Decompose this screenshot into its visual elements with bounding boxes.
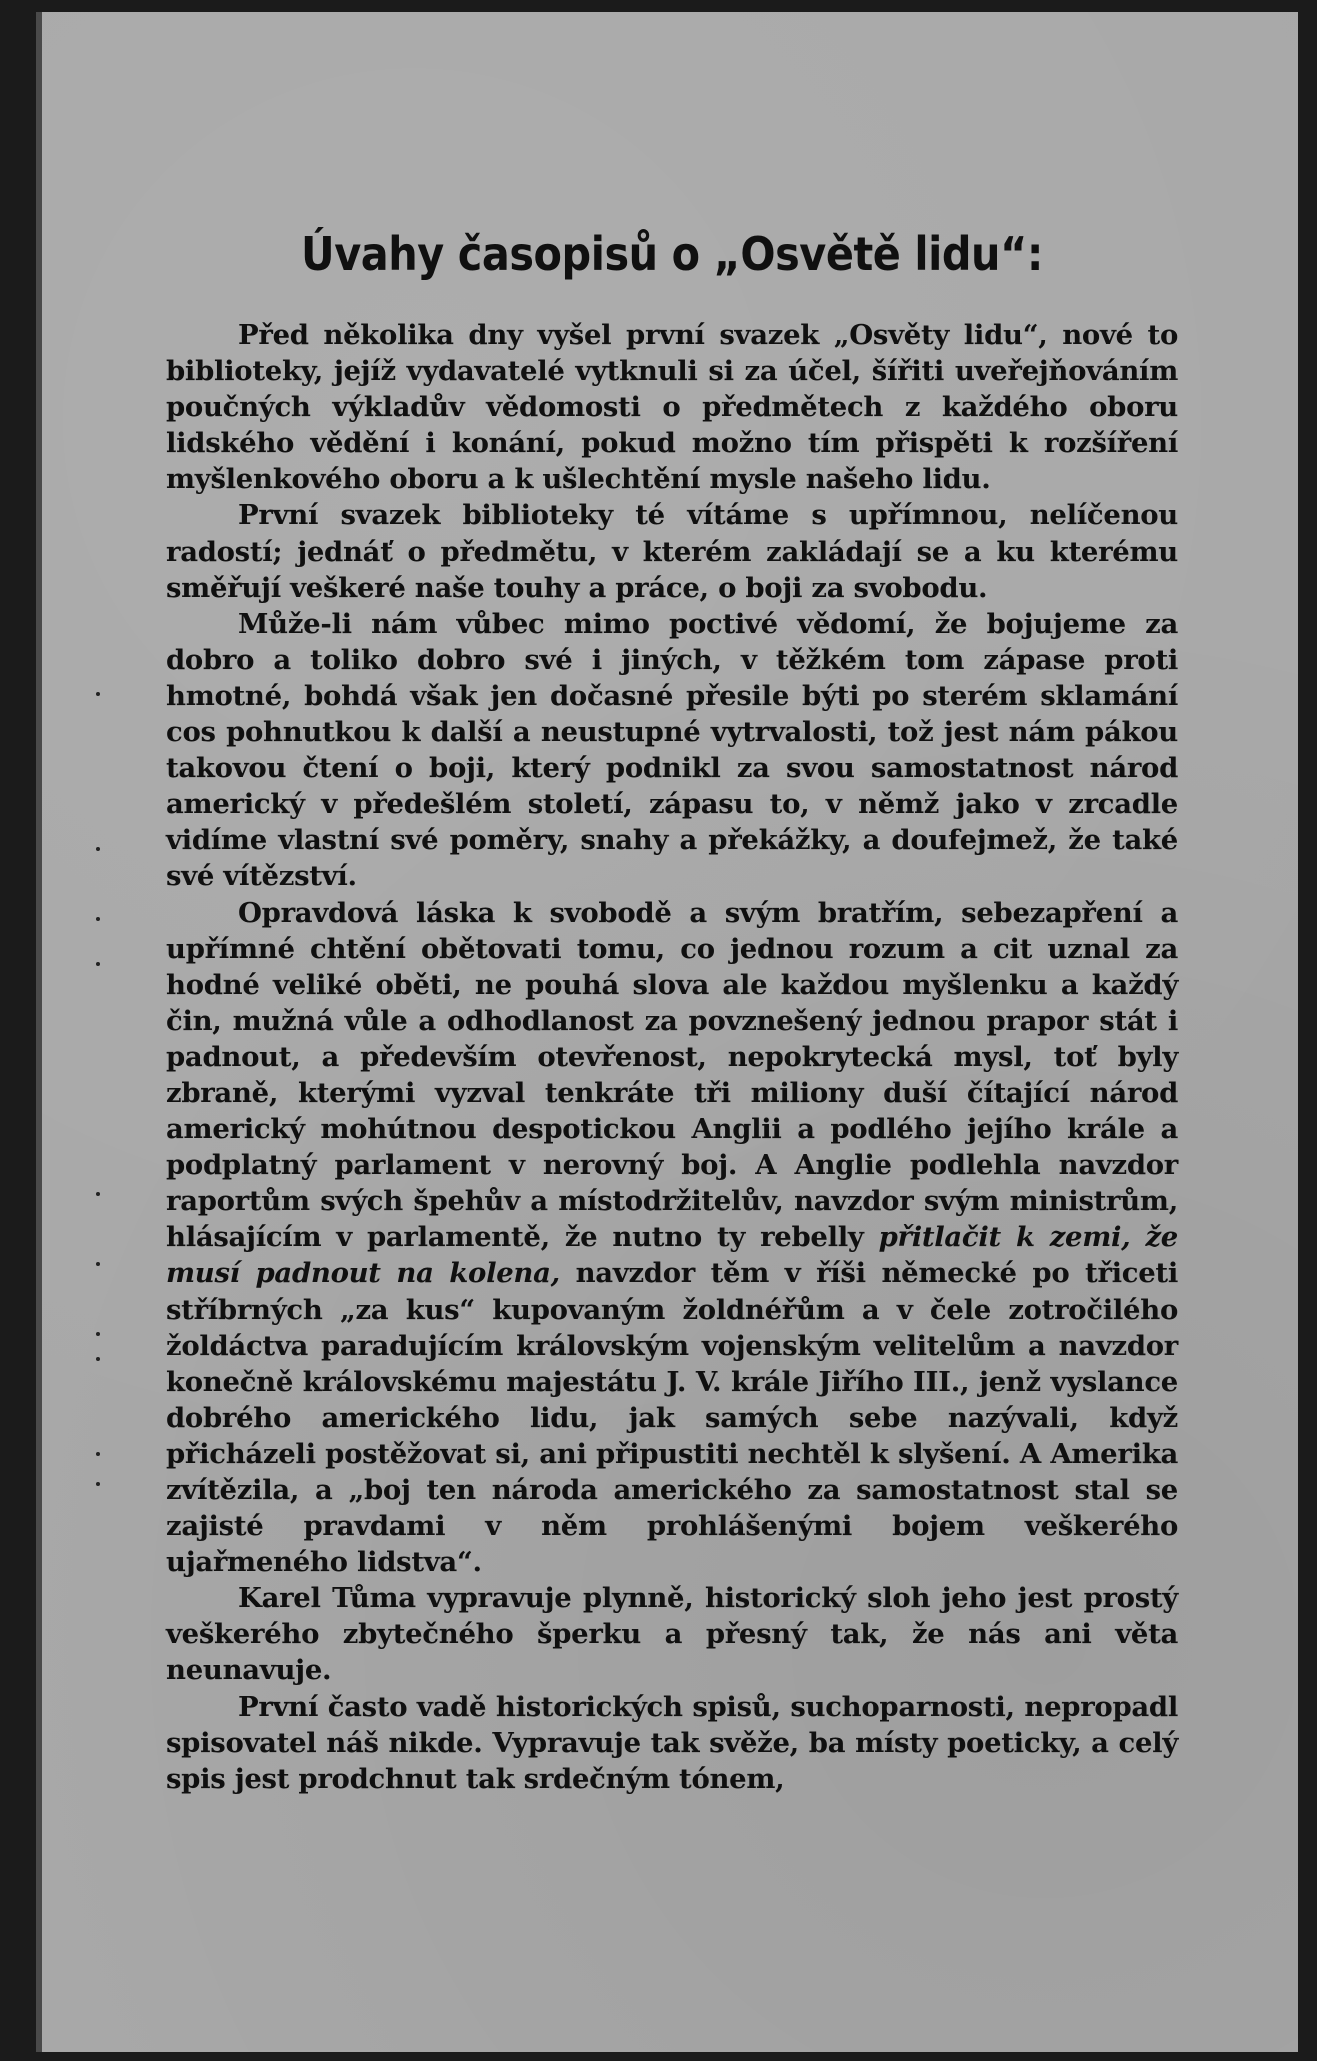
paragraph-4	[166, 895, 1178, 1581]
paragraph-3: Může-li nám vůbec mimo poctivé vědomí, že bojujeme za dobro a toliko dobro své i jiných, v těžkém tom zápase proti hmotné, bohdá však jen dočasné přesile býti po sterém sklamání cos pohnutkou k další a neustupné vytrvalosti, tož jest nám pákou takovou čtení o boji, který podnikl za svou samostatnost národ americký v předešlém století, zápasu to, v němž jako v zrcadle vidíme vlastní své poměry, snahy a překážky, a doufejmež, že také své vítězství.	[166, 607, 1178, 893]
article-body	[166, 227, 1178, 1797]
paragraph-2: První svazek biblioteky té vítáme s upřímnou, nelíčenou radostí; jednáť o předmětu, v kterém zakládají se a ku kterému směřují veškeré naše touhy a práce, o boji za svobodu.	[166, 499, 1178, 604]
paragraph-6: První často vadě historických spisů, suchoparnosti, nepropadl spisovatel náš nikde. Vypravuje tak svěže, ba místy poeticky, a celý spis jest prodchnut tak srdečným tónem,	[166, 1690, 1178, 1795]
paragraph-4-part-b: navzdor těm v říši německé po třiceti stříbrných „za kus“ kupovaným žoldnéřům a v čele zotročilého žoldáctva paradujícím královským vojenským velitelům a navzdor konečně královskému majestátu J. V. krále Jiřího III., jenž vyslance dobrého amerického lidu, jak samých sebe nazývali, když přicházeli postěžovat si, ani připustiti nechtěl k slyšení. A Amerika zvítězila, a „boj ten národa amerického za samostatnost stal se zajisté pravdami v něm prohlášenými bojem veškerého ujařmeného lidstva“.	[166, 1257, 1178, 1579]
page-binding-edge	[36, 12, 42, 2052]
paragraph-5: Karel Tůma vypravuje plynně, historický sloh jeho jest prostý veškerého zbytečného šperku a přesný tak, že nás ani věta neunavuje.	[166, 1582, 1178, 1687]
article-title: Úvahy časopisů o „Osvětě lidu“:	[301, 227, 1043, 281]
margin-specks	[96, 12, 136, 2052]
paragraph-4-part-a: Opravdová láska k svobodě a svým bratřím, sebezapření a upřímné chtění obětovati tomu, co jednou rozum a cit uznal za hodné veliké oběti, ne pouhá slova ale každou myšlenku a každý čin, mužná vůle a odhodlanost za povznešený jednou prapor stát i padnout, a především otevřenost, nepokrytecká mysl, toť byly zbraně, kterými vyzval tenkráte tři miliony duší čítající národ americký mohútnou despotickou Anglii a podlého jejího krále a podplatný parlament v nerovný boj. A Anglie podlehla navzdor raportům svých špehův a místodržitelův, navzdor svým ministrům, hlásajícím v parlamentě, že nutno ty rebelly	[166, 896, 1178, 1254]
paragraph-4-italic: přitlačit k zemi, že musí padnout na kolena,	[166, 1221, 1178, 1290]
paragraph-1: Před několika dny vyšel první svazek „Osvěty lidu“, nové to biblioteky, jejíž vydavatelé vytknuli si za účel, šířiti uveřejňováním poučných výkladův vědomosti o předmětech z každého oboru lidského vědění i konání, pokud možno tím přispěti k rozšíření myšlenkového oboru a k ušlechtění mysle našeho lidu.	[166, 319, 1178, 496]
scanned-page	[36, 12, 1298, 2052]
